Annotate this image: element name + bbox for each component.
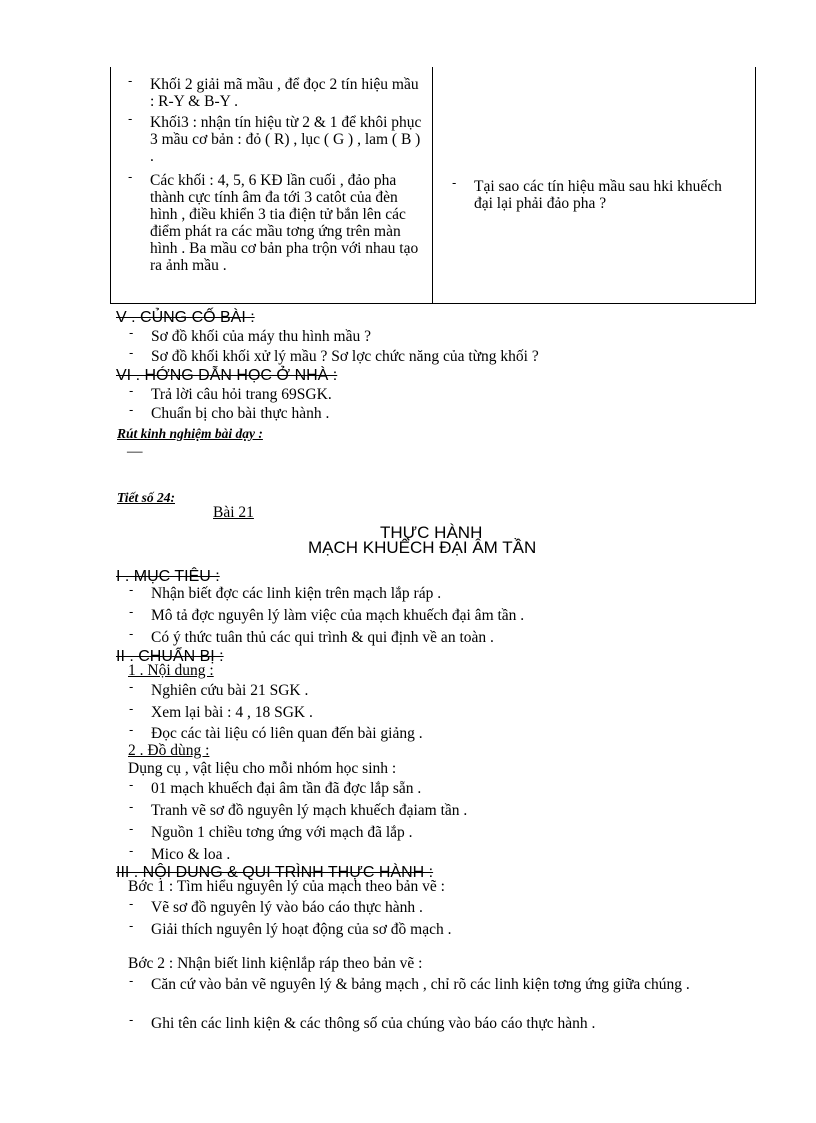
- experience-line: —: [127, 443, 143, 460]
- list-item: - Căn cứ vào bản vẽ nguyên lý & bảng mạch , chỉ rõ các linh kiện tơng ứng giữa chúng .: [151, 976, 736, 993]
- lesson-number: Bài 21: [213, 504, 254, 521]
- list-item: - Giải thích nguyên lý hoạt động của sơ đồ mạch .: [151, 921, 451, 938]
- list-item: - Trả lời câu hỏi trang 69SGK.: [151, 386, 332, 403]
- list-item: - Chuẩn bị cho bài thực hành .: [151, 405, 329, 422]
- prep-sub-2: 2 . Đồ dùng :: [128, 742, 210, 759]
- list-item: - Nguồn 1 chiều tơng ứng với mạch đã lắp .: [151, 824, 413, 841]
- prep-title: II . CHUẨN BỊ :: [116, 648, 224, 665]
- list-item: - Mico & loa .: [151, 846, 230, 863]
- list-item: - Có ý thức tuân thủ các qui trình & qui định về an toàn .: [151, 629, 494, 646]
- procedure-title: III . NỘI DUNG & QUI TRÌNH THỰC HÀNH :: [116, 864, 434, 881]
- table-left-item: - Khối 2 giải mã mầu , để đọc 2 tín hiệu mầu : R-Y & B-Y .: [150, 76, 425, 110]
- list-item: - Mô tả đợc nguyên lý làm việc của mạch khuếch đại âm tần .: [151, 607, 524, 624]
- lesson-title-1: THỰC HÀNH: [380, 523, 483, 542]
- list-item: - Nghiên cứu bài 21 SGK .: [151, 682, 308, 699]
- prep-intro-2: Dụng cụ , vật liệu cho mỗi nhóm học sinh :: [128, 760, 397, 777]
- list-item: - 01 mạch khuếch đại âm tần đã đợc lắp sẵn .: [151, 780, 421, 797]
- prep-sub-1: 1 . Nội dung :: [128, 662, 214, 679]
- table-divider: [432, 67, 433, 304]
- list-item: - Ghi tên các linh kiện & các thông số của chúng vào báo cáo thực hành .: [151, 1015, 595, 1032]
- table-right-item: - Tại sao các tín hiệu mầu sau hki khuếch đại lại phải đảo pha ?: [474, 178, 734, 212]
- lesson-period: Tiết số 24:: [117, 490, 175, 505]
- list-item: - Sơ đồ khối của máy thu hình mầu ?: [151, 328, 371, 345]
- table-left-item: - Khối3 : nhận tín hiệu từ 2 & 1 để khôi phục 3 mầu cơ bản : đỏ ( R) , lục ( G ) , lam ( B ) .: [150, 114, 425, 165]
- list-item: - Xem lại bài : 4 , 18 SGK .: [151, 704, 313, 721]
- lesson-title-2: MẠCH KHUẾCH ĐẠI ÂM TẦN: [308, 538, 537, 557]
- list-item: - Đọc các tài liệu có liên quan đến bài giảng .: [151, 725, 423, 742]
- list-item: - Tranh vẽ sơ đồ nguyên lý mạch khuếch đạiam tần .: [151, 802, 467, 819]
- list-item: - Nhận biết đợc các linh kiện trên mạch lắp ráp .: [151, 585, 441, 602]
- list-item: - Vẽ sơ đồ nguyên lý vào báo cáo thực hành .: [151, 899, 423, 916]
- table-left-item: - Các khối : 4, 5, 6 KĐ lần cuối , đảo pha thành cực tính âm đa tới 3 catôt của đèn hình , điều khiển 3 tia điện tử bắn lên các điểm phát ra các mầu tơng ứng trên màn hình . Ba mầu cơ bản pha trộn với nhau tạo ra ảnh mầu .: [150, 172, 425, 274]
- section-6-title: VI . HỚNG DẪN HỌC Ở NHÀ :: [116, 367, 338, 384]
- step-2: Bớc 2 : Nhận biết linh kiệnlắp ráp theo bản vẽ :: [128, 955, 423, 972]
- list-item: - Sơ đồ khối khối xử lý mầu ? Sơ lợc chức năng của từng khối ?: [151, 348, 539, 365]
- section-5-title: V . CỦNG CỐ BÀI :: [116, 309, 255, 326]
- objectives-title: I . MỤC TIÊU :: [116, 568, 220, 585]
- experience-title: Rút kinh nghiệm bài dạy :: [117, 426, 263, 441]
- step-1: Bớc 1 : Tìm hiểu nguyên lý của mạch theo bản vẽ :: [128, 878, 445, 895]
